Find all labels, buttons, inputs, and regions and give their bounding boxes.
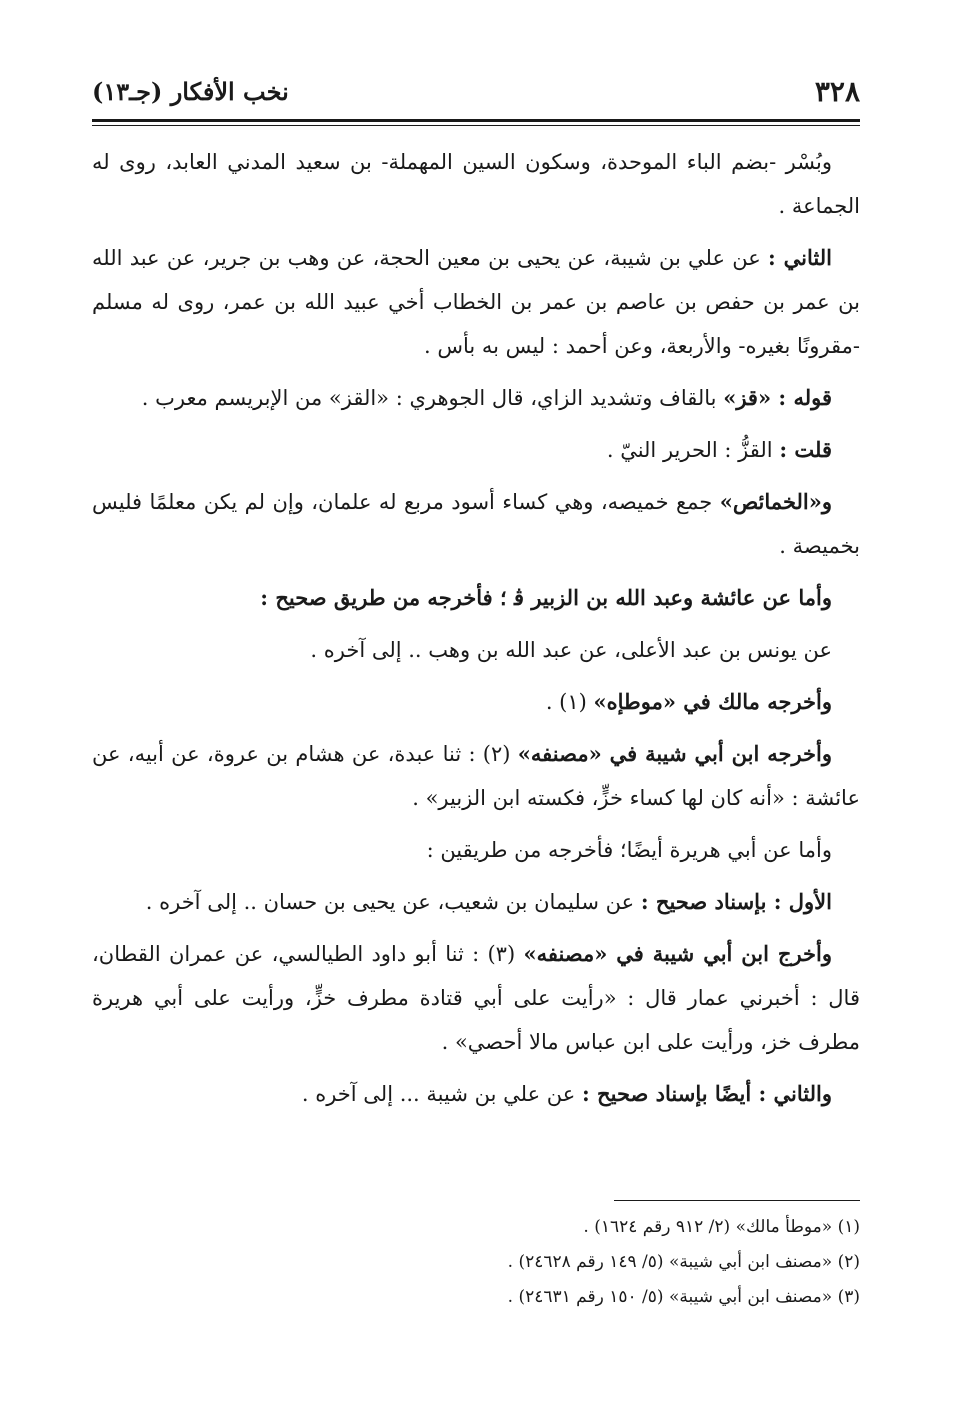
footnote-1: (١) «موطأ مالك» (٢/ ٩١٢ رقم ١٦٢٤) . (583, 1217, 860, 1237)
paragraph-5 (92, 480, 860, 568)
header-rule-thick (92, 119, 860, 122)
footnote-separator (614, 1200, 860, 1201)
page-header (92, 72, 860, 112)
paragraph-3-lead: قوله : «قز» (723, 385, 832, 410)
paragraph-6 (92, 576, 860, 620)
paragraph-9-text: (٢) : ثنا عبدة، عن هشام بن عروة، عن أبيه، عن عائشة : «أنه كان لها كساء خزٍّ، فكسته ابن الزبير» . (92, 742, 860, 810)
paragraph-8-text: (١) . (545, 690, 587, 714)
paragraph-13 (92, 1072, 860, 1116)
paragraph-4 (92, 428, 860, 472)
paragraph-8 (92, 680, 860, 724)
footnotes (92, 1210, 860, 1315)
paragraph-12 (92, 932, 860, 1064)
paragraph-3 (92, 376, 860, 420)
paragraph-4-lead: قلت : (779, 437, 832, 462)
paragraph-4-text: القزُّ : الحرير النيّ . (606, 438, 773, 462)
footnote-3: (٣) «مصنف ابن أبي شيبة» (٥/ ١٥٠ رقم ٢٤٦٣١) . (507, 1287, 860, 1307)
page-number: ٣٢٨ (814, 75, 860, 108)
footnote-2: (٢) «مصنف ابن أبي شيبة» (٥/ ١٤٩ رقم ٢٤٦٢٨) . (507, 1252, 860, 1272)
paragraph-11-text: عن سليمان بن شعيب، عن يحيى بن حسان .. إلى آخره . (145, 890, 635, 914)
paragraph-1-text: وبُسْر -بضم الباء الموحدة، وسكون السين المهملة- بن سعيد المدني العابد، روى له الجماعة . (92, 150, 860, 218)
paragraph-5-lead: و«الخمائص» (719, 489, 832, 514)
paragraph-12-text: (٣) : ثنا أبو داود الطيالسي، عن عمران القطان، قال : أخبرني عمار قال : «رأيت على أبي قتادة مطرف خزٍّ، ورأيت على أبي هريرة مطرف خز، ورأيت على ابن عباس مالا أحصي» . (92, 942, 860, 1054)
paragraph-3-text: بالقاف وتشديد الزاي، قال الجوهري : «القز» من الإبريسم معرب . (141, 386, 717, 410)
paragraph-11 (92, 880, 860, 924)
paragraph-13-lead: والثاني : أيضًا بإسناد صحيح : (581, 1081, 832, 1106)
paragraph-12-lead: وأخرج ابن أبي شيبة في «مصنفه» (523, 941, 832, 966)
paragraph-13-text: عن علي بن شيبة ... إلى آخره . (301, 1082, 576, 1106)
paragraph-7-text: عن يونس بن عبد الأعلى، عن عبد الله بن وهب .. إلى آخره . (310, 638, 832, 662)
paragraph-5-text: جمع خميصه، وهي كساء أسود مربع له علمان، وإن لم يكن معلمًا فليس بخميصة . (92, 490, 860, 558)
paragraph-2-lead: الثاني : (768, 245, 832, 270)
paragraph-11-lead: الأول : بإسناد صحيح : (640, 889, 832, 914)
header-rule-thin (92, 125, 860, 126)
paragraph-1 (92, 140, 860, 228)
paragraph-2 (92, 236, 860, 368)
paragraph-10-text: وأما عن أبي هريرة أيضًا؛ فأخرجه من طريقين : (426, 838, 832, 862)
paragraph-6-lead: وأما عن عائشة وعبد الله بن الزبير ﭬ ؛ فأخرجه من طريق صحيح : (260, 585, 832, 610)
paragraph-2-text: عن علي بن شيبة، عن يحيى بن معين الحجة، عن وهب بن جرير، عن عبد الله بن عمر بن حفص بن عاصم بن عمر بن الخطاب أخي عبيد الله بن عمر، روى له مسلم -مقرونًا بغيره- والأربعة، وعن أحمد : ليس به بأس . (92, 246, 860, 358)
paragraph-10 (92, 828, 860, 872)
paragraph-9 (92, 732, 860, 820)
paragraph-8-lead: وأخرجه مالك في «موطإه» (593, 689, 832, 714)
paragraph-9-lead: وأخرجه ابن أبي شيبة في «مصنفه» (517, 741, 832, 766)
running-title: نخب الأفكار (جـ١٣) (92, 77, 289, 106)
paragraph-7 (92, 628, 860, 672)
main-text (92, 140, 860, 1124)
